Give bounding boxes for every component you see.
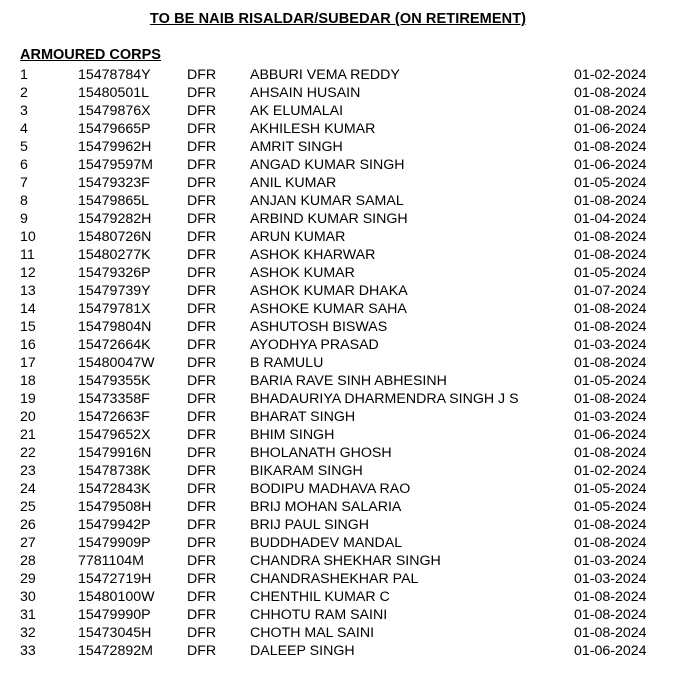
table-row [20, 210, 680, 228]
personnel-number: 15478738K [78, 463, 151, 479]
rank: DFR [187, 643, 217, 659]
table-row [20, 300, 680, 318]
serial-number: 13 [20, 283, 36, 299]
rank: DFR [187, 319, 217, 335]
person-name: BHADAURIYA DHARMENDRA SINGH J S [250, 391, 519, 407]
table-row [20, 228, 680, 246]
rank: DFR [187, 625, 217, 641]
section-heading: ARMOURED CORPS [20, 47, 161, 63]
personnel-number: 15479942P [78, 517, 151, 533]
person-name: DALEEP SINGH [250, 643, 355, 659]
personnel-number: 15479876X [78, 103, 151, 119]
effective-date: 01-08-2024 [574, 193, 647, 209]
effective-date: 01-05-2024 [574, 373, 647, 389]
personnel-number: 15479916N [78, 445, 152, 461]
table-row [20, 372, 680, 390]
person-name: BIKARAM SINGH [250, 463, 363, 479]
personnel-list [20, 66, 680, 660]
serial-number: 17 [20, 355, 36, 371]
person-name: BRIJ MOHAN SALARIA [250, 499, 402, 515]
personnel-number: 15472719H [78, 571, 152, 587]
table-row [20, 174, 680, 192]
serial-number: 12 [20, 265, 36, 281]
personnel-number: 15472843K [78, 481, 151, 497]
person-name: AKHILESH KUMAR [250, 121, 376, 137]
personnel-number: 15480100W [78, 589, 155, 605]
personnel-number: 15480501L [78, 85, 150, 101]
rank: DFR [187, 67, 217, 83]
person-name: BODIPU MADHAVA RAO [250, 481, 411, 497]
personnel-number: 15472663F [78, 409, 150, 425]
effective-date: 01-08-2024 [574, 85, 647, 101]
person-name: ASHOK KUMAR [250, 265, 355, 281]
person-name: BHIM SINGH [250, 427, 335, 443]
person-name: ANIL KUMAR [250, 175, 337, 191]
rank: DFR [187, 139, 217, 155]
serial-number: 22 [20, 445, 36, 461]
rank: DFR [187, 589, 217, 605]
personnel-number: 15479282H [78, 211, 152, 227]
effective-date: 01-08-2024 [574, 535, 647, 551]
effective-date: 01-04-2024 [574, 211, 647, 227]
table-row [20, 192, 680, 210]
person-name: ASHUTOSH BISWAS [250, 319, 388, 335]
person-name: BRIJ PAUL SINGH [250, 517, 370, 533]
personnel-number: 15480277K [78, 247, 151, 263]
effective-date: 01-03-2024 [574, 409, 647, 425]
rank: DFR [187, 535, 217, 551]
rank: DFR [187, 445, 217, 461]
serial-number: 14 [20, 301, 36, 317]
effective-date: 01-05-2024 [574, 481, 647, 497]
effective-date: 01-06-2024 [574, 157, 647, 173]
table-row [20, 102, 680, 120]
serial-number: 7 [20, 175, 28, 191]
rank: DFR [187, 301, 217, 317]
person-name: ASHOK KUMAR DHAKA [250, 283, 408, 299]
rank: DFR [187, 265, 217, 281]
effective-date: 01-08-2024 [574, 607, 647, 623]
person-name: AMRIT SINGH [250, 139, 343, 155]
personnel-number: 15479962H [78, 139, 152, 155]
table-row [20, 462, 680, 480]
rank: DFR [187, 373, 217, 389]
rank: DFR [187, 355, 217, 371]
table-row [20, 534, 680, 552]
table-row [20, 336, 680, 354]
personnel-number: 7781104M [78, 553, 144, 569]
serial-number: 11 [20, 247, 35, 263]
rank: DFR [187, 517, 217, 533]
rank: DFR [187, 85, 217, 101]
effective-date: 01-07-2024 [574, 283, 647, 299]
rank: DFR [187, 103, 217, 119]
serial-number: 15 [20, 319, 36, 335]
person-name: ASHOK KHARWAR [250, 247, 376, 263]
personnel-number: 15479804N [78, 319, 152, 335]
personnel-number: 15479355K [78, 373, 151, 389]
rank: DFR [187, 427, 217, 443]
effective-date: 01-08-2024 [574, 301, 647, 317]
person-name: CHANDRA SHEKHAR SINGH [250, 553, 441, 569]
personnel-number: 15480047W [78, 355, 155, 371]
effective-date: 01-08-2024 [574, 589, 647, 605]
person-name: ASHOKE KUMAR SAHA [250, 301, 407, 317]
serial-number: 31 [20, 607, 36, 623]
person-name: BHOLANATH GHOSH [250, 445, 392, 461]
personnel-number: 15479781X [78, 301, 151, 317]
personnel-number: 15479909P [78, 535, 151, 551]
personnel-number: 15479597M [78, 157, 153, 173]
table-row [20, 318, 680, 336]
person-name: BHARAT SINGH [250, 409, 356, 425]
person-name: CHANDRASHEKHAR PAL [250, 571, 419, 587]
serial-number: 1 [20, 67, 28, 83]
rank: DFR [187, 463, 217, 479]
effective-date: 01-03-2024 [574, 571, 647, 587]
rank: DFR [187, 193, 217, 209]
serial-number: 19 [20, 391, 36, 407]
personnel-number: 15479739Y [78, 283, 151, 299]
effective-date: 01-05-2024 [574, 499, 647, 515]
person-name: BARIA RAVE SINH ABHESINH [250, 373, 447, 389]
serial-number: 32 [20, 625, 36, 641]
serial-number: 3 [20, 103, 28, 119]
effective-date: 01-08-2024 [574, 517, 647, 533]
rank: DFR [187, 553, 217, 569]
serial-number: 28 [20, 553, 36, 569]
serial-number: 20 [20, 409, 36, 425]
rank: DFR [187, 157, 217, 173]
effective-date: 01-05-2024 [574, 265, 647, 281]
effective-date: 01-08-2024 [574, 355, 647, 371]
person-name: B RAMULU [250, 355, 324, 371]
table-row [20, 552, 680, 570]
serial-number: 6 [20, 157, 28, 173]
effective-date: 01-08-2024 [574, 391, 647, 407]
personnel-number: 15479865L [78, 193, 150, 209]
personnel-number: 15479508H [78, 499, 152, 515]
person-name: CHHOTU RAM SAINI [250, 607, 388, 623]
table-row [20, 426, 680, 444]
personnel-number: 15479326P [78, 265, 151, 281]
serial-number: 23 [20, 463, 36, 479]
table-row [20, 282, 680, 300]
serial-number: 24 [20, 481, 36, 497]
serial-number: 21 [20, 427, 36, 443]
table-row [20, 390, 680, 408]
table-row [20, 624, 680, 642]
person-name: CHOTH MAL SAINI [250, 625, 375, 641]
person-name: ARBIND KUMAR SINGH [250, 211, 408, 227]
table-row [20, 588, 680, 606]
table-row [20, 570, 680, 588]
effective-date: 01-08-2024 [574, 319, 647, 335]
table-row [20, 516, 680, 534]
table-row [20, 354, 680, 372]
effective-date: 01-06-2024 [574, 121, 647, 137]
effective-date: 01-06-2024 [574, 427, 647, 443]
table-row [20, 246, 680, 264]
table-row [20, 156, 680, 174]
table-row [20, 642, 680, 660]
rank: DFR [187, 121, 217, 137]
effective-date: 01-06-2024 [574, 643, 647, 659]
rank: DFR [187, 391, 217, 407]
table-row [20, 264, 680, 282]
personnel-number: 15479665P [78, 121, 151, 137]
rank: DFR [187, 607, 217, 623]
rank: DFR [187, 283, 217, 299]
person-name: BUDDHADEV MANDAL [250, 535, 403, 551]
effective-date: 01-08-2024 [574, 229, 647, 245]
person-name: ANGAD KUMAR SINGH [250, 157, 405, 173]
rank: DFR [187, 175, 217, 191]
effective-date: 01-08-2024 [574, 247, 647, 263]
serial-number: 18 [20, 373, 36, 389]
person-name: ANJAN KUMAR SAMAL [250, 193, 404, 209]
effective-date: 01-02-2024 [574, 67, 647, 83]
rank: DFR [187, 229, 217, 245]
personnel-number: 15479990P [78, 607, 151, 623]
personnel-number: 15473358F [78, 391, 150, 407]
serial-number: 4 [20, 121, 28, 137]
effective-date: 01-08-2024 [574, 139, 647, 155]
person-name: CHENTHIL KUMAR C [250, 589, 390, 605]
rank: DFR [187, 571, 217, 587]
serial-number: 5 [20, 139, 28, 155]
rank: DFR [187, 337, 217, 353]
table-row [20, 480, 680, 498]
personnel-number: 15479652X [78, 427, 151, 443]
person-name: ARUN KUMAR [250, 229, 346, 245]
rank: DFR [187, 409, 217, 425]
table-row [20, 138, 680, 156]
rank: DFR [187, 211, 217, 227]
serial-number: 25 [20, 499, 36, 515]
personnel-number: 15472664K [78, 337, 151, 353]
serial-number: 33 [20, 643, 36, 659]
serial-number: 10 [20, 229, 36, 245]
person-name: AK ELUMALAI [250, 103, 344, 119]
serial-number: 8 [20, 193, 28, 209]
person-name: AHSAIN HUSAIN [250, 85, 361, 101]
serial-number: 26 [20, 517, 36, 533]
effective-date: 01-08-2024 [574, 103, 647, 119]
effective-date: 01-08-2024 [574, 625, 647, 641]
table-row [20, 444, 680, 462]
personnel-number: 15473045H [78, 625, 152, 641]
rank: DFR [187, 247, 217, 263]
table-row [20, 498, 680, 516]
effective-date: 01-02-2024 [574, 463, 647, 479]
personnel-number: 15472892M [78, 643, 153, 659]
effective-date: 01-03-2024 [574, 553, 647, 569]
personnel-number: 15480726N [78, 229, 152, 245]
personnel-number: 15478784Y [78, 67, 151, 83]
person-name: ABBURI VEMA REDDY [250, 67, 400, 83]
serial-number: 30 [20, 589, 36, 605]
effective-date: 01-08-2024 [574, 445, 647, 461]
table-row [20, 120, 680, 138]
effective-date: 01-03-2024 [574, 337, 647, 353]
table-row [20, 606, 680, 624]
serial-number: 9 [20, 211, 28, 227]
table-row [20, 408, 680, 426]
rank: DFR [187, 499, 217, 515]
table-row [20, 84, 680, 102]
effective-date: 01-05-2024 [574, 175, 647, 191]
table-row [20, 66, 680, 84]
person-name: AYODHYA PRASAD [250, 337, 379, 353]
serial-number: 29 [20, 571, 36, 587]
page-title: TO BE NAIB RISALDAR/SUBEDAR (ON RETIREMENT) [149, 11, 527, 27]
serial-number: 16 [20, 337, 36, 353]
serial-number: 2 [20, 85, 28, 101]
personnel-number: 15479323F [78, 175, 150, 191]
serial-number: 27 [20, 535, 36, 551]
rank: DFR [187, 481, 217, 497]
